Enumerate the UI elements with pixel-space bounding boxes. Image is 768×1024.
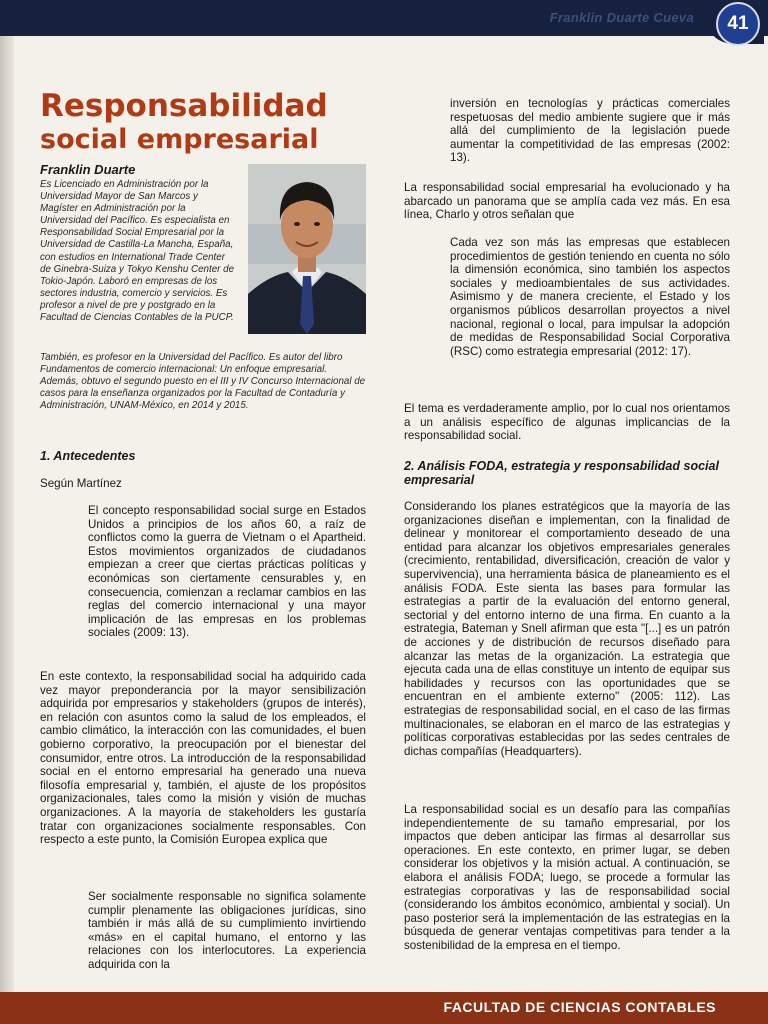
section-heading-antecedentes: 1. Antecedentes [40,449,136,463]
author-bio-part2: También, es profesor en la Universidad del Pacífico. Es autor del libro Fundamentos de comercio internacional: Un enfoque empresarial. Además, obtuvo el segundo puesto en el III y IV Concurso Internacional de casos para la enseñanza organizados por la Facultad de Contaduría y Administración, UNAM-México, en 2014 y 2015. [40,352,366,412]
quote-martinez: El concepto responsabilidad social surge en Estados Unidos a principios de los años 60, a raíz de conflictos como la guerra de Vietnam o el Apartheid. Estos movimientos organizados de ciudadanos empiezan a creer que ciertas prácticas políticas y económicas son ciertamente censurables y, en consecuencia, comienzan a reclamar cambios en las reglas del comercio internacional y una mayor implicación de las empresas en los problemas sociales (2009: 13). [88,504,366,640]
quote-charlo: Cada vez son más las empresas que establecen procedimientos de gestión teniendo en cuenta no sólo la dimensión económica, sino también los aspectos sociales y medioambientales de sus actividades. Asimismo y de manera creciente, el Estado y los organismos públicos desarrollan proyectos a nivel nacional, regional o local, para impulsar la adopción de medidas de Responsabilidad Social Corporativa (RSC) como estrategia empresarial (2012: 17). [450,236,730,358]
page-number: 41 [716,2,760,46]
running-author: Franklin Duarte Cueva [549,10,694,25]
paragraph-contexto: En este contexto, la responsabilidad social ha adquirido cada vez mayor preponderancia por la mayor sensibilización adquirida por empresarios y stakeholders (grupos de interés), en relación con asuntos como la salud de los empleados, el cambio climático, la interacción con las comunidades, el buen gobierno corporativo, la preocupación por el bienestar del consumidor, entre otros. La introducción de la responsabilidad social en el entorno empresarial ha generado una nueva filosofía empresarial y, también, el ajuste de los propósitos organizacionales, tales como la misión y visión de muchas organizaciones. A la mayoría de stakeholders les gustaría tratar con organizaciones socialmente responsables. Con respecto a este punto, la Comisión Europea explica que [40,670,366,847]
paragraph-tema: El tema es verdaderamente amplio, por lo cual nos orientamos a un análisis específico de algunas implicancias de la responsabilidad social. [404,402,730,443]
author-portrait-image [248,164,366,334]
author-bio-part1: Es Licenciado en Administración por la Universidad Mayor de San Marcos y Magíster en Administración por la Universidad del Pacífico. Es especialista en Responsabilidad Social Empresarial por la Universidad de Castilla-La Mancha, España, con estudios en International Trade Center de Ginebra-Suiza y Tokyo Kenshu Center de Tokio-Japón. Laboró en empresas de los sectores industria, comercio y servicios. Es profesor a nivel de pre y postgrado en la Facultad de Ciencias Contables de la PUCP. [40,179,235,324]
page-gutter-shadow [0,36,14,992]
quote-comision-europea: Ser socialmente responsable no significa solamente cumplir plenamente las obligaciones jurídicas, sino también ir más allá de su cumplimiento invirtiendo «más» en el capital humano, el entorno y las relaciones con los interlocutores. La experiencia adquirida con la [88,890,366,971]
paragraph-evolucion: La responsabilidad social empresarial ha evolucionado y ha abarcado un panorama que se amplía cada vez más. En esa línea, Charlo y otros señalan que [404,181,730,222]
article-title-line1: Responsabilidad [40,88,328,124]
section-heading-foda: 2. Análisis FODA, estrategia y responsabilidad social empresarial [404,459,719,487]
footer-bar [0,992,768,1024]
page-number-badge [704,0,764,44]
author-name: Franklin Duarte [40,162,136,177]
article-title-line2: social empresarial [40,124,319,155]
faculty-name: FACULTAD DE CIENCIAS CONTABLES [443,999,716,1015]
left-column [40,449,366,503]
paragraph-foda: Considerando los planes estratégicos que la mayoría de las organizaciones diseñan e implementan, con la finalidad de delinear y monitorear el comportamiento deseado de una entidad para alcanzar los objetivos empresariales generales (crecimiento, rentabilidad, diversificación, creación de valor y supervivencia), una herramienta básica de planeamiento es el análisis FODA. Este sienta las bases para formular las estrategias a partir de la evaluación del entorno general, sectorial y del entorno interno de una firma. En cuanto a la estrategia, Bateman y Snell afirman que esta "[...] es un patrón de acciones y de distribución de recursos diseñado para alcanzar las metas de la organización. La estrategia que ejecuta cada una de ellas constituye un intento de equipar sus habilidades y recursos con las oportunidades que se encuentran en el ambiente externo" (2005: 112). Las estrategias de responsabilidad social, en el caso de las firmas multinacionales, se elaboran en el marco de las estrategias y políticas corporativas establecidas por las sedes centrales de dichas compañías (Headquarters). [404,500,730,758]
paragraph-desafio: La responsabilidad social es un desafío para las compañías independientemente de su tamaño empresarial, por los impactos que deben anticipar las firmas al desarrollar sus operaciones. En este contexto, en primer lugar, se deben considerar los objetivos y la misión actual. A continuación, se elabora el análisis FODA; luego, se procede a formular las estrategias corporativas y las de responsabilidad social (considerando los ámbitos económico, ambiental y social). Un paso posterior será la implementación de las estrategias en la búsqueda de generar ventajas competitivas para tender a la sostenibilidad de la empresa en el tiempo. [404,803,730,952]
author-photo [248,164,366,334]
header-bar [0,0,768,36]
quote-continuation: inversión en tecnologías y prácticas comerciales respetuosas del medio ambiente sugiere que ir más allá del cumplimiento de la legislación puede aumentar la competitividad de las empresas (2002: 13). [450,97,730,165]
intro-martinez: Según Martínez [40,477,122,490]
